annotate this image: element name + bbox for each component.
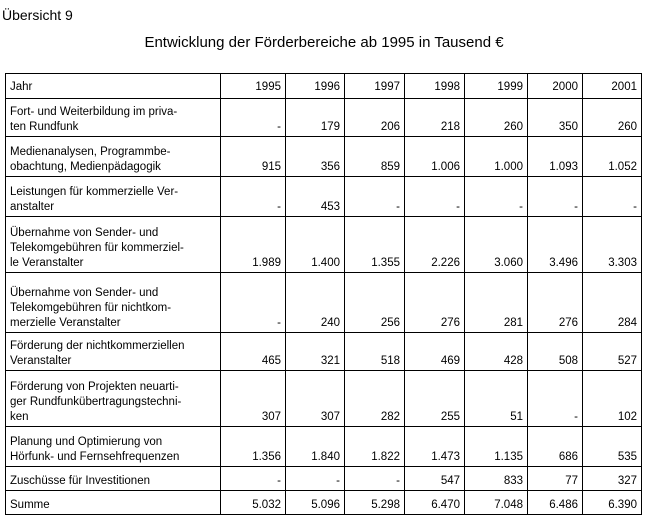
row-label: Medienanalysen, Programmbe- obachtung, Medienpädagogik xyxy=(6,137,221,177)
cell-value: 350 xyxy=(528,99,583,137)
cell-value: 915 xyxy=(221,137,286,177)
cell-value: 260 xyxy=(465,99,528,137)
cell-value: 179 xyxy=(286,99,345,137)
table-title: Entwicklung der Förderbereiche ab 1995 in Tausend € xyxy=(144,34,504,51)
cell-value: 260 xyxy=(583,99,642,137)
row-label: Fort- und Weiterbildung im priva- ten Rundfunk xyxy=(6,99,221,137)
cell-value: 276 xyxy=(405,273,465,333)
cell-value: 833 xyxy=(465,467,528,491)
cell-value: 307 xyxy=(286,371,345,427)
cell-value: 6.486 xyxy=(528,491,583,515)
cell-value: 206 xyxy=(345,99,405,137)
cell-value: 5.032 xyxy=(221,491,286,515)
cell-value: 465 xyxy=(221,333,286,371)
header-year: 1998 xyxy=(405,74,465,99)
table-row xyxy=(6,333,642,371)
table-row xyxy=(6,273,642,333)
cell-value: 453 xyxy=(286,177,345,217)
table-row xyxy=(6,177,642,217)
cell-value: - xyxy=(345,177,405,217)
cell-value: 428 xyxy=(465,333,528,371)
row-label: Planung und Optimierung von Hörfunk- und Fernsehfrequenzen xyxy=(6,427,221,467)
cell-value: 508 xyxy=(528,333,583,371)
table-row xyxy=(6,99,642,137)
cell-value: 1.052 xyxy=(583,137,642,177)
row-label: Übernahme von Sender- und Telekomgebühren für nichtkom- merzielle Veranstalter xyxy=(6,273,221,333)
cell-value: 5.298 xyxy=(345,491,405,515)
cell-value: 527 xyxy=(583,333,642,371)
cell-value: 1.356 xyxy=(221,427,286,467)
cell-value: 535 xyxy=(583,427,642,467)
overview-heading: Übersicht 9 xyxy=(2,7,73,23)
cell-value: - xyxy=(528,371,583,427)
table-row xyxy=(6,467,642,491)
cell-value: 240 xyxy=(286,273,345,333)
cell-value: 3.303 xyxy=(583,217,642,273)
cell-value: 1.135 xyxy=(465,427,528,467)
cell-value: 1.822 xyxy=(345,427,405,467)
cell-value: 1.355 xyxy=(345,217,405,273)
cell-value: 281 xyxy=(465,273,528,333)
cell-value: 327 xyxy=(583,467,642,491)
table-row xyxy=(6,137,642,177)
row-label: Förderung von Projekten neuarti- ger Rundfunkübertragungstechni- ken xyxy=(6,371,221,427)
cell-value: - xyxy=(221,99,286,137)
cell-value: 6.470 xyxy=(405,491,465,515)
cell-value: - xyxy=(528,177,583,217)
cell-value: 218 xyxy=(405,99,465,137)
cell-value: - xyxy=(345,467,405,491)
cell-value: 469 xyxy=(405,333,465,371)
cell-value: - xyxy=(221,467,286,491)
header-year: 1996 xyxy=(286,74,345,99)
cell-value: 1.093 xyxy=(528,137,583,177)
row-label: Förderung der nichtkommerziellen Veranstalter xyxy=(6,333,221,371)
cell-value: 518 xyxy=(345,333,405,371)
cell-value: 1.400 xyxy=(286,217,345,273)
cell-value: 1.000 xyxy=(465,137,528,177)
cell-value: 321 xyxy=(286,333,345,371)
cell-value: - xyxy=(221,273,286,333)
cell-value: 1.473 xyxy=(405,427,465,467)
cell-value: 276 xyxy=(528,273,583,333)
cell-value: 282 xyxy=(345,371,405,427)
cell-value: 6.390 xyxy=(583,491,642,515)
cell-value: - xyxy=(221,177,286,217)
cell-value: 1.840 xyxy=(286,427,345,467)
cell-value: - xyxy=(286,467,345,491)
cell-value: 547 xyxy=(405,467,465,491)
cell-value: 3.060 xyxy=(465,217,528,273)
row-label: Summe xyxy=(6,491,221,515)
cell-value: 356 xyxy=(286,137,345,177)
cell-value: - xyxy=(465,177,528,217)
cell-value: 102 xyxy=(583,371,642,427)
header-year: 2001 xyxy=(583,74,642,99)
cell-value: 284 xyxy=(583,273,642,333)
cell-value: 51 xyxy=(465,371,528,427)
cell-value: 77 xyxy=(528,467,583,491)
cell-value: 2.226 xyxy=(405,217,465,273)
table-row xyxy=(6,371,642,427)
cell-value: 859 xyxy=(345,137,405,177)
cell-value: 256 xyxy=(345,273,405,333)
header-year: 1999 xyxy=(465,74,528,99)
row-label: Übernahme von Sender- und Telekomgebühren für kommerziel- le Veranstalter xyxy=(6,217,221,273)
cell-value: 686 xyxy=(528,427,583,467)
header-year: 1997 xyxy=(345,74,405,99)
cell-value: 255 xyxy=(405,371,465,427)
cell-value: 1.989 xyxy=(221,217,286,273)
table-header-row xyxy=(6,74,642,99)
cell-value: 307 xyxy=(221,371,286,427)
header-year: 2000 xyxy=(528,74,583,99)
header-label: Jahr xyxy=(6,74,221,99)
cell-value: 3.496 xyxy=(528,217,583,273)
cell-value: - xyxy=(583,177,642,217)
cell-value: 7.048 xyxy=(465,491,528,515)
table-row-total xyxy=(6,491,642,515)
cell-value: 1.006 xyxy=(405,137,465,177)
table-row xyxy=(6,217,642,273)
cell-value: - xyxy=(405,177,465,217)
cell-value: 5.096 xyxy=(286,491,345,515)
header-year: 1995 xyxy=(221,74,286,99)
funding-table xyxy=(5,73,642,515)
row-label: Zuschüsse für Investitionen xyxy=(6,467,221,491)
table-row xyxy=(6,427,642,467)
row-label: Leistungen für kommerzielle Ver- anstalter xyxy=(6,177,221,217)
